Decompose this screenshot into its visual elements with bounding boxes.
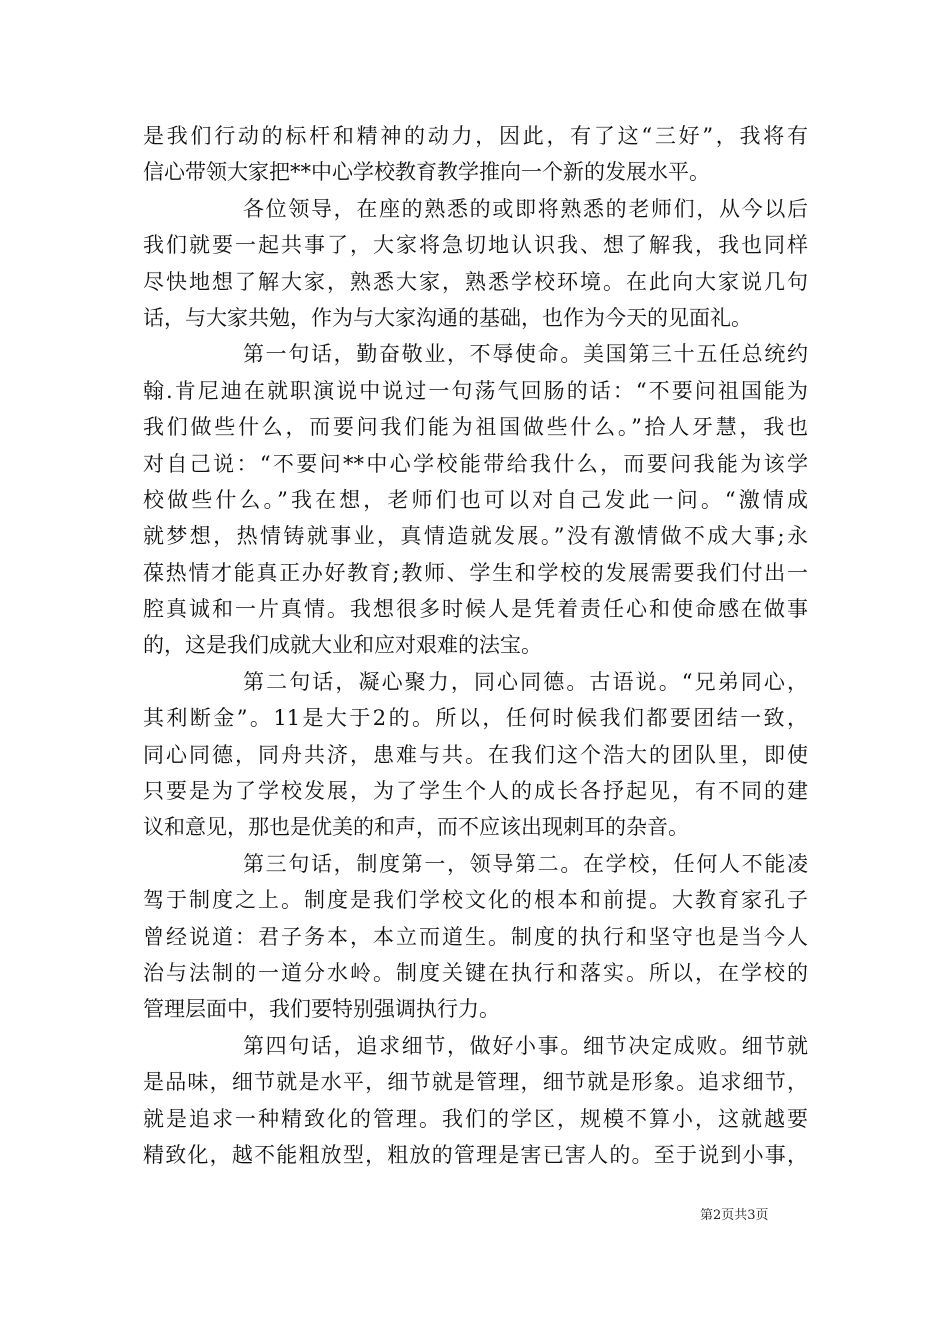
text-line: 同心同德，同舟共济，患难与共。在我们这个浩大的团队里，即使 [143, 742, 808, 767]
text-line: 翰.肯尼迪在就职演说中说过一句荡气回肠的话：“不要问祖国能为 [143, 378, 808, 403]
paragraph-first-line: 第四句话，追求细节，做好小事。细节决定成败。细节就 [243, 1033, 808, 1058]
text-line: 尽快地想了解大家，熟悉大家，熟悉学校环境。在此向大家说几句 [143, 269, 808, 294]
text-line: 校做些什么。”我在想，老师们也可以对自己发此一问。“激情成 [143, 487, 808, 512]
text-line: 腔真诚和一片真情。我想很多时候人是凭着责任心和使命感在做事 [143, 597, 808, 622]
paragraph-first-line: 第一句话，勤奋敬业，不辱使命。美国第三十五任总统约 [243, 342, 808, 367]
text-line: 信心带领大家把**中心学校教育教学推向一个新的发展水平。 [143, 160, 710, 185]
text-line: 我们就要一起共事了，大家将急切地认识我、想了解我，我也同样 [143, 233, 808, 258]
text-line: 话，与大家共勉，作为与大家沟通的基础，也作为今天的见面礼。 [143, 305, 752, 330]
paragraph-first-line: 各位领导，在座的熟悉的或即将熟悉的老师们，从今以后 [243, 196, 808, 221]
text-line: 曾经说道：君子务本，本立而道生。制度的执行和坚守也是当今人 [143, 924, 808, 949]
text-line: 葆热情才能真正办好教育;教师、学生和学校的发展需要我们付出一 [143, 560, 808, 585]
text-line: 是品味，细节就是水平，细节就是管理，细节就是形象。追求细节， [143, 1070, 808, 1095]
text-line: 是我们行动的标杆和精神的动力，因此，有了这“三好”，我将有 [143, 124, 808, 148]
page-number-footer: 第2页共3页 [700, 1208, 769, 1223]
text-line: 对自己说：“不要问**中心学校能带给我什么，而要问我能为该学 [143, 451, 808, 476]
text-line: 治与法制的一道分水岭。制度关键在执行和落实。所以，在学校的 [143, 960, 808, 985]
text-line: 的，这是我们成就大业和应对艰难的法宝。 [143, 633, 542, 658]
text-line: 驾于制度之上。制度是我们学校文化的根本和前提。大教育家孔子 [143, 888, 808, 913]
text-line: 管理层面中，我们要特别强调执行力。 [143, 997, 500, 1022]
paragraph-first-line: 第三句话，制度第一，领导第二。在学校，任何人不能凌 [243, 851, 808, 876]
text-line: 就是追求一种精致化的管理。我们的学区，规模不算小，这就越要 [143, 1106, 808, 1131]
text-line: 我们做些什么，而要问我们能为祖国做些什么。”拾人牙慧，我也 [143, 415, 808, 440]
paragraph-first-line: 第二句话，凝心聚力，同心同德。古语说。“兄弟同心， [243, 669, 808, 694]
text-line: 精致化，越不能粗放型，粗放的管理是害已害人的。至于说到小事， [143, 1142, 808, 1167]
text-line: 就梦想，热情铸就事业，真情造就发展。”没有激情做不成大事;永 [143, 524, 808, 549]
body-text [143, 118, 808, 1173]
text-line: 只要是为了学校发展，为了学生个人的成长各抒起见，有不同的建 [143, 779, 808, 804]
text-line: 其利断金”。11是大于2的。所以，任何时候我们都要团结一致， [143, 706, 808, 731]
text-line: 议和意见，那也是优美的和声，而不应该出现刺耳的杂音。 [143, 815, 689, 840]
